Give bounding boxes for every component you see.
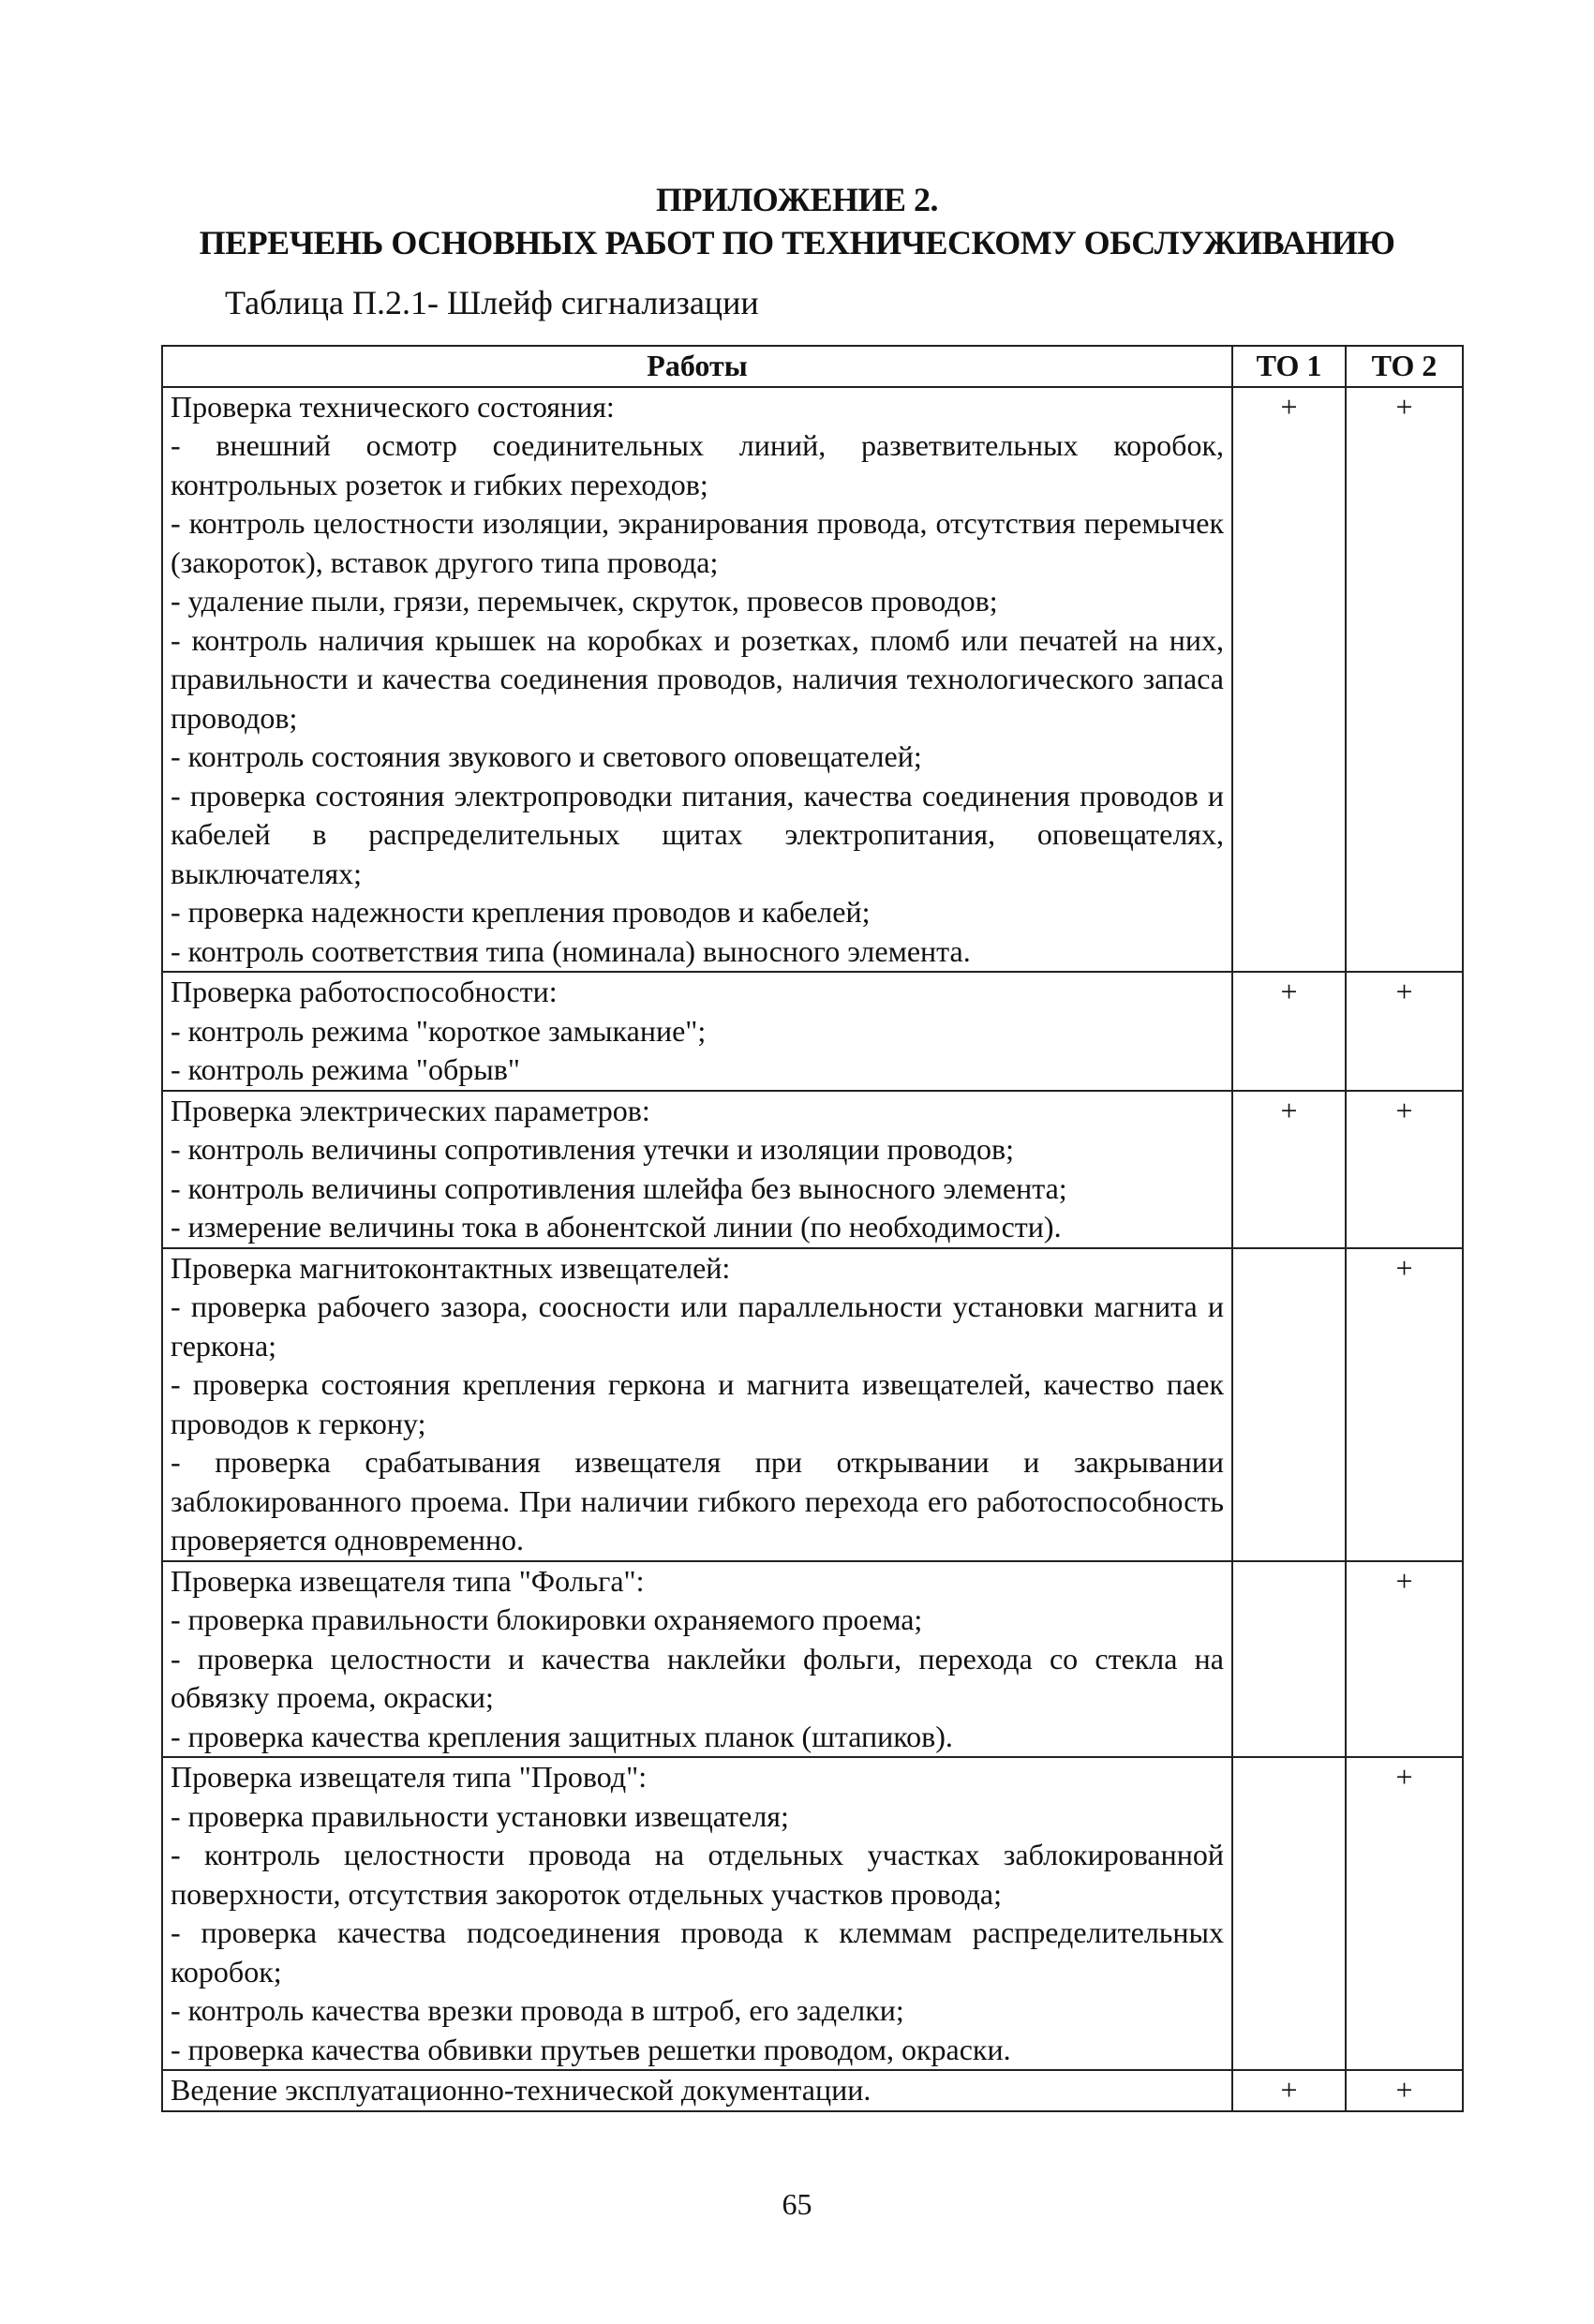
table-row: [162, 1757, 1463, 2070]
work-group-title: Проверка технического состояния:: [171, 389, 615, 424]
table-header-row: [162, 346, 1463, 387]
to1-mark-cell: [1232, 1757, 1346, 2070]
page-number: 65: [782, 2187, 812, 2221]
to1-mark-cell: [1232, 1561, 1346, 1758]
to2-mark-cell: +: [1346, 2070, 1463, 2111]
work-item: - проверка состояния электропроводки питания, качества соединения проводов и кабелей в распределительных щитах электропитания, оповещателях, выключателях;: [171, 778, 1224, 890]
work-group-title: Проверка извещателя типа "Фольга":: [171, 1563, 645, 1598]
work-item: - проверка надежности крепления проводов и кабелей;: [171, 895, 871, 929]
work-item: - удаление пыли, грязи, перемычек, скруток, провесов проводов;: [171, 584, 998, 618]
to2-mark-cell: +: [1346, 1561, 1463, 1758]
appendix-title: ПРИЛОЖЕНИЕ 2.: [655, 181, 939, 218]
work-item: - проверка правильности установки извещателя;: [171, 1798, 789, 1833]
to2-mark-cell: +: [1346, 1757, 1463, 2070]
work-item: - внешний осмотр соединительных линий, разветвительных коробок, контрольных розеток и гибких переходов;: [171, 428, 1224, 501]
work-description-cell: [162, 387, 1232, 973]
work-group-title: Проверка работоспособности:: [171, 975, 558, 1008]
work-description-cell: [162, 1561, 1232, 1758]
work-description-cell: [162, 972, 1232, 1091]
work-item: - проверка качества обвивки прутьев решетки проводом, окраски.: [171, 2032, 1011, 2066]
work-item: - контроль режима "обрыв": [171, 1052, 520, 1086]
to2-mark-cell: +: [1346, 972, 1463, 1091]
work-item: - контроль величины сопротивления утечки и изоляции проводов;: [171, 1132, 1014, 1166]
work-item: - проверка качества подсоединения провода к клеммам распределительных коробок;: [171, 1915, 1224, 1989]
table-row: [162, 1248, 1463, 1561]
work-group-title: Проверка электрических параметров:: [171, 1093, 650, 1127]
table-caption: Таблица П.2.1- Шлейф сигнализации: [225, 284, 759, 321]
work-item: - проверка состояния крепления геркона и магнита извещателей, качество паек проводов к геркону;: [171, 1367, 1224, 1440]
header-to2: ТО 2: [1346, 346, 1463, 387]
work-item: - контроль наличия крышек на коробках и розетках, пломб или печатей на них, правильности и качества соединения проводов, наличия технологического запаса проводов;: [171, 622, 1224, 735]
work-item: - проверка правильности блокировки охраняемого проема;: [171, 1602, 923, 1636]
work-item: - контроль величины сопротивления шлейфа без выносного элемента;: [171, 1170, 1067, 1205]
work-description-cell: [162, 1091, 1232, 1248]
table-row: [162, 387, 1463, 973]
maintenance-table: [161, 345, 1464, 2112]
work-item: - контроль целостности изоляции, экранирования провода, отсутствия перемычек (закороток), вставок другого типа провода;: [171, 506, 1224, 579]
appendix-subtitle: ПЕРЕЧЕНЬ ОСНОВНЫХ РАБОТ ПО ТЕХНИЧЕСКОМУ ОБСЛУЖИВАНИЮ: [199, 224, 1395, 261]
work-item: - проверка рабочего зазора, соосности или параллельности установки магнита и геркона;: [171, 1289, 1224, 1363]
work-item: - контроль целостности провода на отдельных участках заблокированной поверхности, отсутствия закороток отдельных участков провода;: [171, 1838, 1224, 1911]
table-row: [162, 2070, 1463, 2111]
to1-mark-cell: [1232, 1248, 1346, 1561]
to1-mark-cell: +: [1232, 1091, 1346, 1248]
work-item: - проверка целостности и качества наклейки фольги, перехода со стекла на обвязку проема, окраски;: [171, 1641, 1224, 1714]
work-item: - контроль состояния звукового и светового оповещателей;: [171, 739, 922, 773]
work-item: - контроль режима "короткое замыкание";: [171, 1013, 707, 1048]
work-description-cell: [162, 1248, 1232, 1561]
work-group-title: Ведение эксплуатационно-технической документации.: [171, 2073, 871, 2107]
to1-mark-cell: +: [1232, 387, 1346, 973]
work-item: - проверка качества крепления защитных планок (штапиков).: [171, 1719, 953, 1753]
work-group-title: Проверка магнитоконтактных извещателей:: [171, 1250, 731, 1285]
work-item: - проверка срабатывания извещателя при открывании и закрывании заблокированного проема. При наличии гибкого перехода его работоспособность проверяется одновременно.: [171, 1445, 1224, 1557]
work-description-cell: [162, 1757, 1232, 2070]
header-works: Работы: [162, 346, 1232, 387]
to1-mark-cell: +: [1232, 972, 1346, 1091]
to2-mark-cell: +: [1346, 1248, 1463, 1561]
table-row: [162, 1561, 1463, 1758]
work-description-cell: [162, 2070, 1232, 2111]
table-row: [162, 972, 1463, 1091]
to2-mark-cell: +: [1346, 387, 1463, 973]
to2-mark-cell: +: [1346, 1091, 1463, 1248]
work-group-title: Проверка извещателя типа "Провод":: [171, 1760, 648, 1794]
work-item: - контроль качества врезки провода в штроб, его заделки;: [171, 1993, 904, 2027]
work-item: - измерение величины тока в абонентской линии (по необходимости).: [171, 1210, 1062, 1244]
to1-mark-cell: +: [1232, 2070, 1346, 2111]
work-item: - контроль соответствия типа (номинала) выносного элемента.: [171, 933, 971, 968]
table-row: [162, 1091, 1463, 1248]
header-to1: ТО 1: [1232, 346, 1346, 387]
